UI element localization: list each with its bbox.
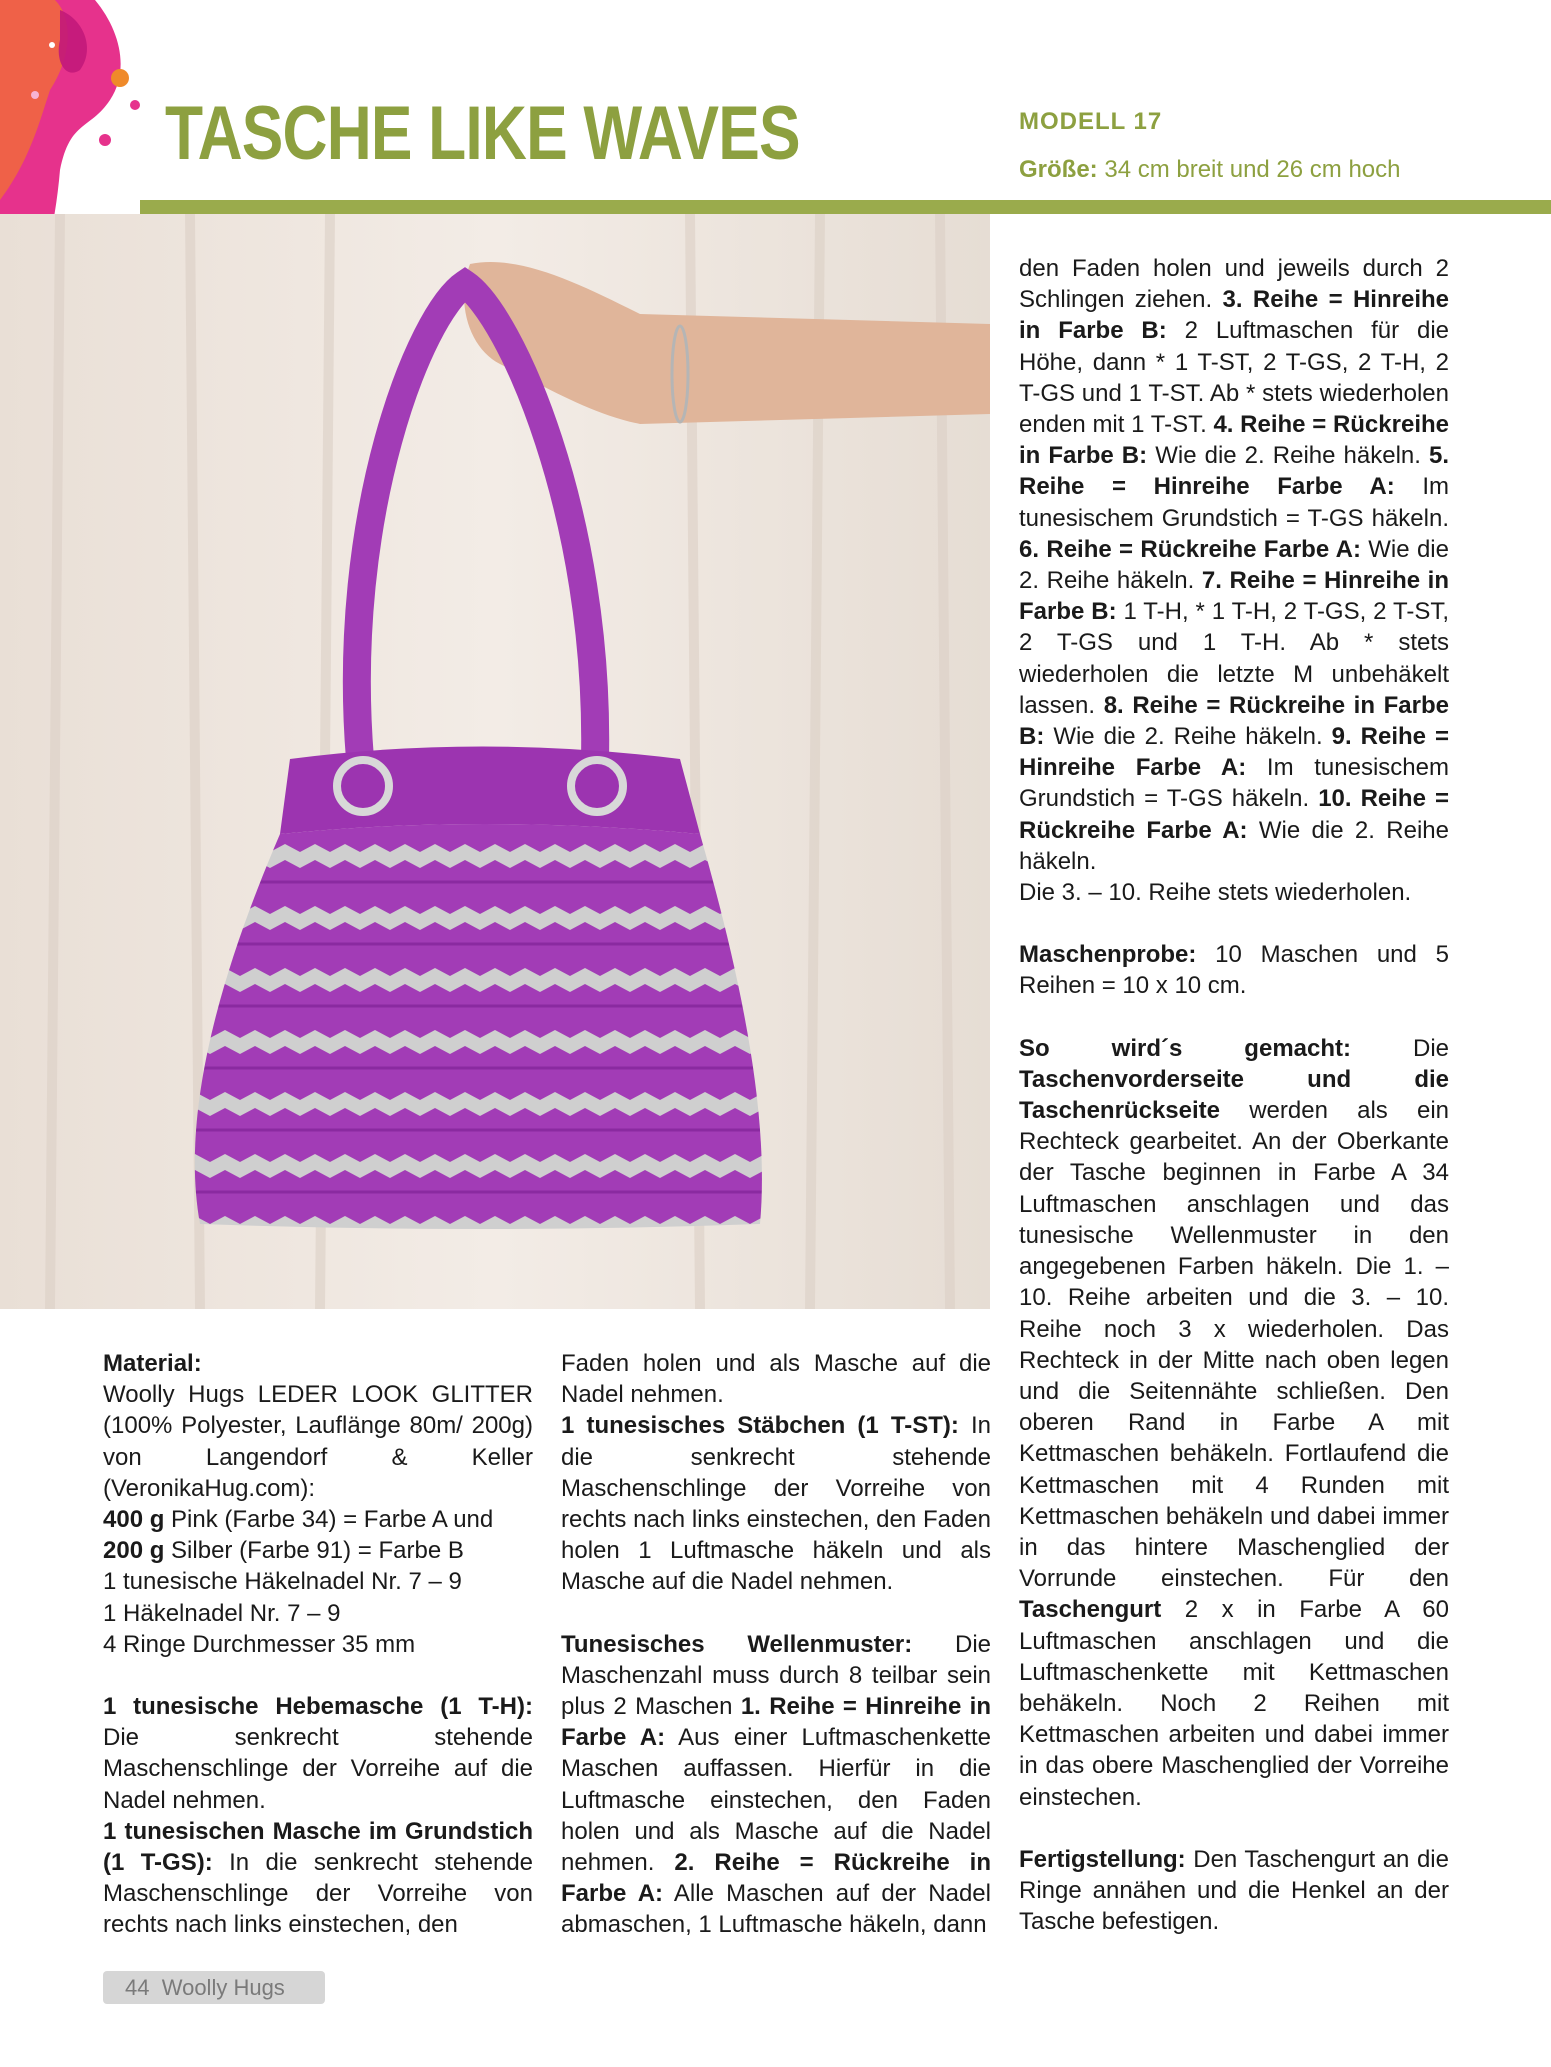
tool-crochet-hook: 1 Häkelnadel Nr. 7 – 9 <box>103 1599 341 1627</box>
row10-text: Wie die 2. Reihe häkeln. <box>1019 816 1449 875</box>
row9-text: Im tunesischem Grundstich = T-GS häkeln. <box>1019 754 1449 813</box>
bag-photo <box>0 214 990 1309</box>
wave-pattern-label: Tunesisches Wellenmuster: <box>561 1630 913 1658</box>
row5-label: 5. Reihe = Hinreihe Farbe A: <box>1019 442 1449 501</box>
tst-text: In die senkrecht stehende Maschenschlinge der Vorreihe von rechts nach links einstechen, den Faden holen 1 Luftmasche häkeln und als Masche auf die Nadel nehmen. <box>561 1412 992 1596</box>
column-1 <box>103 1348 533 1941</box>
row3-label: 3. Reihe = Hinreihe in Farbe B: <box>1019 286 1449 345</box>
repeat-note: Die 3. – 10. Reihe stets wiederholen. <box>1019 879 1412 907</box>
instructions-text-1: Die <box>1412 1034 1449 1062</box>
row7-label: 7. Reihe = Hinreihe in Farbe B: <box>1019 567 1449 626</box>
tgs-text: In die senkrecht stehende Maschenschlinge der Vorreihe von rechts nach links einstechen, den <box>103 1849 534 1939</box>
row2-continued: den Faden holen und jeweils durch 2 Schlingen ziehen. <box>1019 255 1449 314</box>
header-divider <box>140 200 1551 214</box>
material-text: Woolly Hugs LEDER LOOK GLITTER (100% Polyester, Lauflänge 80m/ 200g) von Langendorf & Keller (VeronikaHug.com): <box>103 1381 533 1502</box>
instructions-text-3: 2 x in Farbe A 60 Luftmaschen anschlagen und die Luftmaschenkette mit Kettmaschen behäkeln. Noch 2 Reihen mit Kettmaschen arbeiten und dabei immer in das obere Maschenglied der Vorreihe einstechen. <box>1019 1596 1449 1811</box>
row7-text: 1 T-H, * 1 T-H, 2 T-GS, 2 T-ST, 2 T-GS und 1 T-H. Ab * stets wiederholen die letzte M unbehäkelt lassen. <box>1019 598 1449 719</box>
instructions-label: So wird´s gemacht: <box>1019 1034 1351 1062</box>
tool-tunisian-hook: 1 tunesische Häkelnadel Nr. 7 – 9 <box>103 1568 462 1596</box>
column-3 <box>1019 253 1449 1937</box>
row8-text: Wie die 2. Reihe häkeln. <box>1053 723 1323 751</box>
row1-label: 1. Reihe = Hinreihe in Farbe A: <box>561 1693 991 1752</box>
silver-text: Silber (Farbe 91) = Farbe B <box>171 1537 464 1565</box>
model-number: MODELL 17 <box>1019 108 1163 135</box>
row6-text: Wie die 2. Reihe häkeln. <box>1019 535 1449 595</box>
row10-label: 10. Reihe = Rückreihe Farbe A: <box>1019 785 1449 844</box>
instructions-bold-2: Taschengurt <box>1019 1596 1162 1624</box>
model-info <box>1019 108 1401 184</box>
row4-text: Wie die 2. Reihe häkeln. <box>1155 442 1421 470</box>
row9-label: 9. Reihe = Hinreihe Farbe A: <box>1019 723 1450 782</box>
tgs-label: 1 tunesischen Masche im Grundstich (1 T-GS): <box>103 1817 533 1877</box>
gauge-text: 10 Maschen und 5 Reihen = 10 x 10 cm. <box>1019 941 1449 1000</box>
row1-text: Aus einer Luftmaschenkette Maschen auffassen. Hierfür in die Luftmasche einstechen, den Faden holen und als Masche auf die Nadel nehmen. <box>561 1724 991 1877</box>
column-2 <box>561 1348 991 1941</box>
page-footer <box>103 1971 325 2004</box>
silver-amount: 200 g <box>103 1537 165 1565</box>
row8-label: 8. Reihe = Rückreihe in Farbe B: <box>1019 691 1449 751</box>
tgs-continued: Faden holen und als Masche auf die Nadel nehmen. <box>561 1350 991 1409</box>
size-label: Größe: <box>1019 156 1098 183</box>
th-text: Die senkrecht stehende Maschenschlinge der Vorreihe auf die Nadel nehmen. <box>103 1724 533 1814</box>
row6-label: 6. Reihe = Rückreihe Farbe A: <box>1019 535 1361 563</box>
th-label: 1 tunesische Hebemasche (1 T-H): <box>103 1693 533 1721</box>
row4-label: 4. Reihe = Rückreihe in Farbe B: <box>1019 411 1449 470</box>
finishing-label: Fertigstellung: <box>1019 1845 1186 1873</box>
bag-rim <box>280 747 700 835</box>
material-label: Material: <box>103 1350 202 1377</box>
row2-label: 2. Reihe = Rückreihe in Farbe A: <box>561 1849 991 1908</box>
bag-body <box>195 824 762 1229</box>
finishing-text: Den Taschengurt an die Ringe annähen und die Henkel an der Tasche befestigen. <box>1019 1845 1449 1936</box>
page-title: TASCHE LIKE WAVES <box>165 91 800 176</box>
pink-text: Pink (Farbe 34) = Farbe A und <box>171 1506 494 1534</box>
wave-pattern-text: Die Maschenzahl muss durch 8 teilbar sein plus 2 Maschen <box>561 1630 991 1721</box>
page-number: 44 <box>125 1975 150 2000</box>
pink-amount: 400 g <box>103 1506 165 1534</box>
tool-rings: 4 Ringe Durchmesser 35 mm <box>103 1630 416 1658</box>
gauge-label: Maschenprobe: <box>1019 941 1197 969</box>
tst-label: 1 tunesisches Stäbchen (1 T-ST): <box>561 1412 959 1440</box>
row2-text: Alle Maschen auf der Nadel abmaschen, 1 Luftmasche häkeln, dann <box>561 1880 991 1939</box>
instructions-bold-1: Taschenvorderseite und die Taschenrückseite <box>1019 1065 1449 1125</box>
row5-text: Im tunesischem Grundstich = T-GS häkeln. <box>1019 473 1450 532</box>
size-value: 34 cm breit und 26 cm hoch <box>1104 156 1401 183</box>
instructions-text-2: werden als ein Rechteck gearbeitet. An der Oberkante der Tasche beginnen in Farbe A 34 Luftmaschen anschlagen und das tunesische Wellenmuster in den angegebenen Farben häkeln. Die 1. – 10. Reihe arbeiten und die 3. – 10. Reihe noch 3 x wiederholen. Das Rechteck in der Mitte nach oben legen und die Seitennähte schließen. Den oberen Rand in Farbe A mit Kettmaschen behäkeln. Fortlaufend die Kettmaschen mit 4 Runden mit Kettmaschen behäkeln und dabei immer in das hintere Maschenglied der Vorrunde einstechen. Für den <box>1019 1097 1450 1593</box>
footer-brand: Woolly Hugs <box>161 1975 285 2000</box>
row3-text: 2 Luftmaschen für die Höhe, dann * 1 T-ST, 2 T-GS, 2 T-H, 2 T-GS und 1 T-ST. Ab * stets wiederholen enden mit 1 T-ST. <box>1019 317 1449 439</box>
size-info <box>1019 156 1401 184</box>
